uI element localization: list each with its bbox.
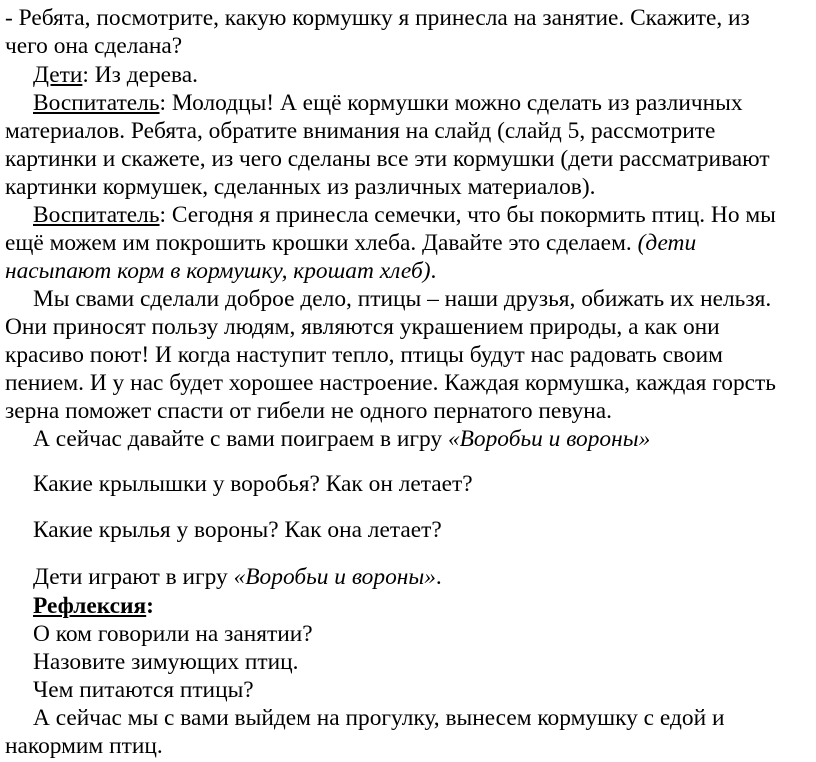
text-run: : [146, 593, 154, 619]
text-line [33, 89, 743, 118]
text-line [5, 117, 715, 146]
text-line [5, 173, 595, 202]
text-line [5, 341, 723, 370]
text-run: : Молодцы! А ещё кормушки можно сделать из различных [159, 90, 743, 116]
text-line [33, 285, 771, 314]
text-line [33, 516, 442, 545]
text-run: Они приносят пользу людям, являются украшением природы, а как они [5, 314, 720, 340]
text-run: . [435, 564, 442, 590]
text-run: - Ребята, посмотрите, какую кормушку я принесла на занятие. Скажите, из [5, 5, 750, 31]
text-run: Мы свами сделали доброе дело, птицы – наши друзья, обижать их нельзя. [33, 286, 772, 312]
text-run: А сейчас мы с вами выйдем на прогулку, вынесем кормушку с едой и [33, 705, 725, 731]
text-run: зерна поможет спасти от гибели не одного пернатого певуна. [5, 398, 612, 424]
text-line [33, 425, 650, 454]
text-line [33, 563, 442, 592]
text-line [5, 369, 776, 398]
text-run: чего она сделана? [5, 33, 183, 59]
text-run: ещё можем им покрошить крошки хлеба. Давайте это сделаем. [5, 230, 638, 256]
text-line [5, 229, 696, 258]
text-line [33, 620, 313, 649]
text-line [5, 32, 182, 61]
text-run: Дети играют в игру [33, 564, 234, 590]
text-line [5, 313, 720, 342]
speaker-label: Воспитатель [33, 90, 160, 116]
text-run: пением. И у нас будет хорошее настроение. Каждая кормушка, каждая горсть [5, 370, 776, 396]
text-line [5, 145, 770, 174]
speaker-label: Воспитатель [33, 202, 160, 228]
text-run: Какие крылышки у воробья? Как он летает? [33, 471, 473, 497]
text-run: Чем питаются птицы? [33, 677, 254, 703]
text-line [5, 397, 612, 426]
text-run: картинки кормушек, сделанных из различных материалов). [5, 174, 596, 200]
game-title: «Воробьи и вороны» [447, 426, 651, 452]
text-line [5, 257, 436, 286]
text-run: О ком говорили на занятии? [33, 621, 313, 647]
text-run: накормим птиц. [5, 733, 163, 759]
text-run: Назовите зимующих птиц. [33, 649, 299, 675]
text-line [33, 648, 299, 677]
text-line [33, 61, 198, 90]
text-run: : Сегодня я принесла семечки, что бы покормить птиц. Но мы [159, 202, 776, 228]
game-title: «Воробьи и вороны» [233, 564, 436, 590]
text-line [33, 676, 254, 705]
text-line [5, 732, 163, 761]
text-run: : Из дерева. [82, 62, 199, 88]
text-run: картинки и скажете, из чего сделаны все эти кормушки (дети рассматривают [5, 146, 770, 172]
text-line [33, 704, 724, 733]
text-run: . [430, 258, 437, 284]
speaker-label: Дети [33, 62, 83, 88]
text-run: Какие крылья у вороны? Как она летает? [33, 517, 442, 543]
text-line [33, 201, 776, 230]
text-line [33, 470, 473, 499]
text-run: красиво поют! И когда наступит тепло, птицы будут нас радовать своим [5, 342, 723, 368]
section-heading: Рефлексия [33, 593, 147, 619]
text-run: А сейчас давайте с вами поиграем в игру [33, 426, 448, 452]
italic-remark: (дети [637, 230, 697, 256]
text-run: материалов. Ребята, обратите внимания на слайд (слайд 5, рассмотрите [5, 118, 716, 144]
text-line [5, 4, 750, 33]
text-line [33, 592, 154, 621]
italic-remark: насыпают корм в кормушку, крошат хлеб) [5, 258, 431, 284]
